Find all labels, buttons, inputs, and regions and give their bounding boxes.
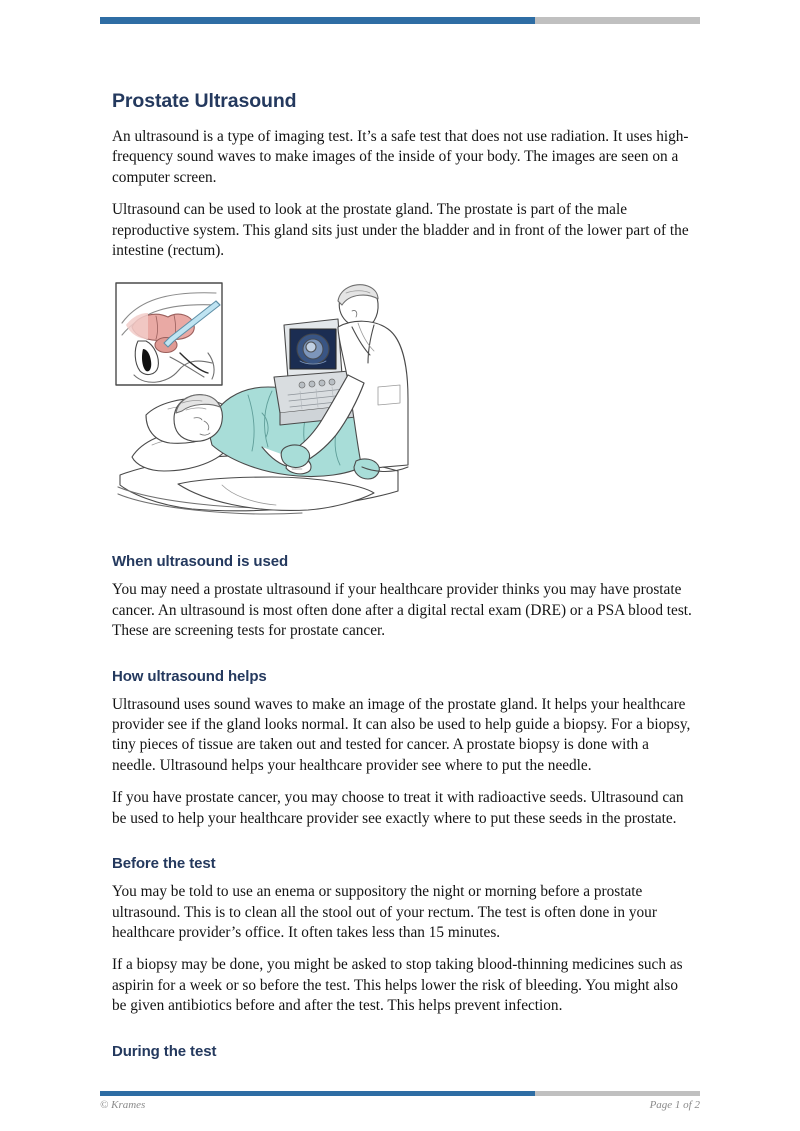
section-3-paragraph-1: You may be told to use an enema or suppository the night or morning before a prostate ultrasound. This is to clean all the stool out of your rectum. The test is often done in your healthcare provider’s office. It often takes less than 15 minutes. <box>112 883 657 941</box>
header-rule-grey-segment <box>535 17 700 24</box>
document-content <box>112 90 696 1070</box>
section-3-paragraph-2: If a biopsy may be done, you might be asked to stop taking blood-thinning medicines such as aspirin for a week or so before the test. This helps lower the risk of bleeding. You might also be given antibiotics before and after the test. This helps prevent infection. <box>112 956 683 1015</box>
footer-rule-blue-segment <box>100 1091 535 1096</box>
intro-paragraph-2: Ultrasound can be used to look at the prostate gland. The prostate is part of the male reproductive system. This gland sits just under the bladder and in front of the lower part of the intestine (rectum). <box>112 201 689 260</box>
section-heading-during-the-test: During the test <box>112 1042 217 1060</box>
section-heading-how-ultrasound-helps: How ultrasound helps <box>112 667 267 685</box>
footer-page-number: Page 1 of 2 <box>649 1099 700 1111</box>
section-1-paragraph-1: You may need a prostate ultrasound if your healthcare provider thinks you may have prostate cancer. An ultrasound is most often done after a digital rectal exam (DRE) or a PSA blood test. These are screening tests for prostate cancer. <box>112 581 692 640</box>
footer-rule-grey-segment <box>535 1091 700 1096</box>
section-2-paragraph-2: If you have prostate cancer, you may choose to treat it with radioactive seeds. Ultrasound can be used to help your healthcare provider see exactly where to put these seeds in the prostate. <box>112 789 684 827</box>
page-title: Prostate Ultrasound <box>112 90 297 112</box>
page-footer <box>100 1099 700 1111</box>
footer-rule <box>100 1091 700 1096</box>
header-rule <box>100 17 700 24</box>
section-heading-before-the-test: Before the test <box>112 855 216 873</box>
intro-paragraphs <box>112 127 696 261</box>
section-heading-when-ultrasound-is-used: When ultrasound is used <box>112 553 289 571</box>
section-2-paragraph-1: Ultrasound uses sound waves to make an image of the prostate gland. It helps your healthcare provider see if the gland looks normal. It can also be used to help guide a biopsy. For a biopsy, tiny pieces of tissue are taken out and tested for cancer. A prostate biopsy is done with a needle. Ultrasound helps your healthcare provider see where to put the needle. <box>112 695 691 774</box>
header-rule-blue-segment <box>100 17 535 24</box>
prostate-ultrasound-illustration <box>112 279 412 527</box>
footer-copyright: © Krames <box>100 1099 146 1111</box>
intro-paragraph-1: An ultrasound is a type of imaging test. It’s a safe test that does not use radiation. It uses high-frequency sound waves to make images of the inside of your body. The images are seen on a computer screen. <box>112 128 689 186</box>
